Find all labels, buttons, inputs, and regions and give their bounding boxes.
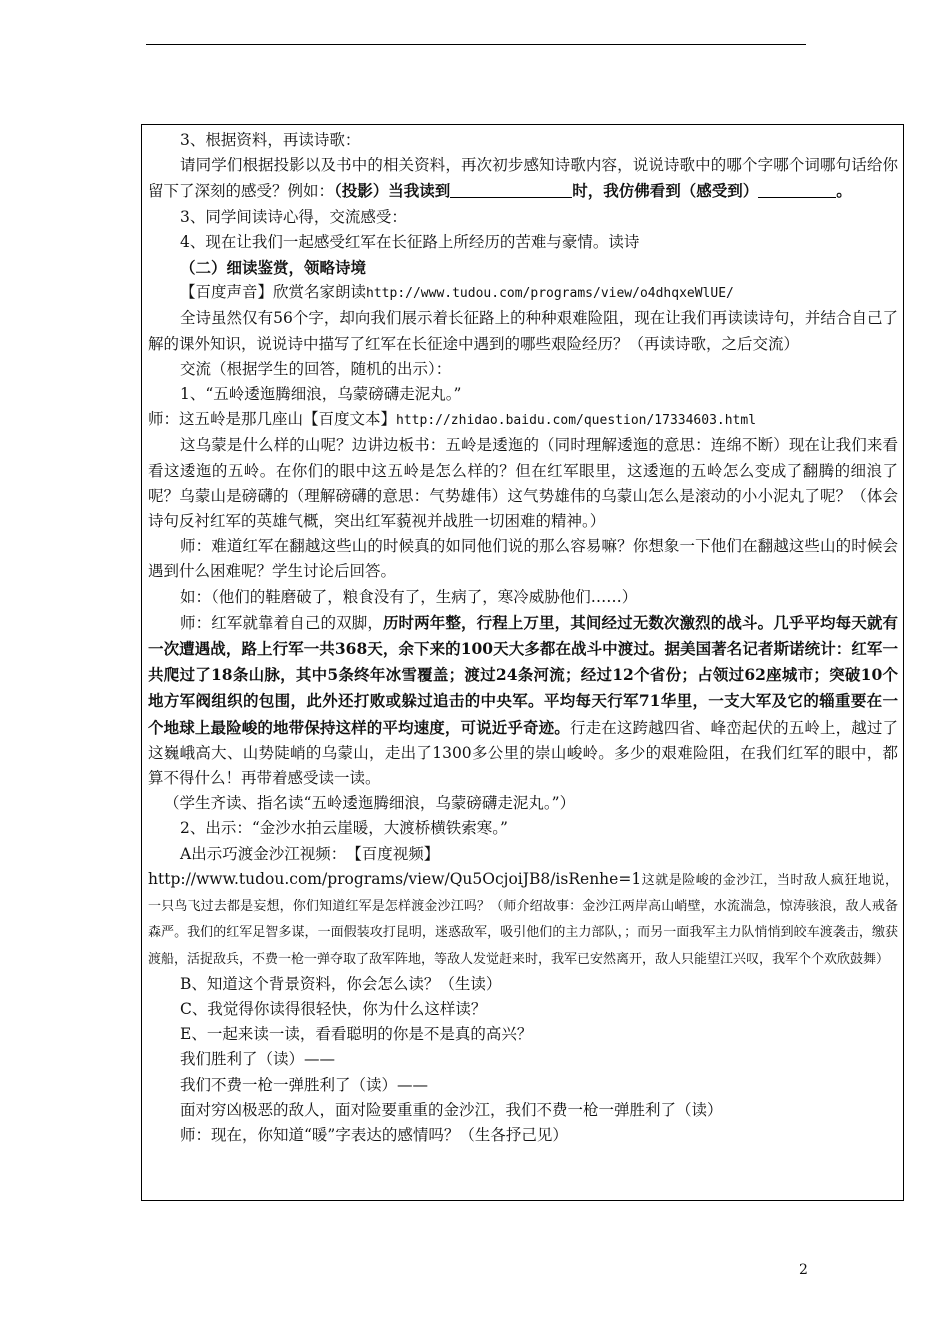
resource-link[interactable]: 这就是险峻的金沙江，当时敌人疯狂地说，一只鸟飞过去都是妄想，你们知道红军是怎样渡金沙江吗？（师介绍故事：金沙江两岸高山峭壁，水流湍急，惊涛骇浪，敌人戒备森严。我们的红军足智多谋，一面假装攻打昆明，迷惑敌军，吸引他们的主力部队，；而另一面我军主力队悄悄到皎车渡袭击，缴获渡船，活捉敌兵，不费一枪一弹夺取了敌军阵地，等敌人发觉赶来时，我军已安然离开，敌人只能望江兴叹，我军个个欢欣鼓舞）	[148, 872, 898, 967]
text-span: 师：红军就靠着自己的双脚，	[180, 613, 383, 632]
paragraph: C、我觉得你读得很轻快，你为什么这样读？	[180, 999, 487, 1018]
paragraph: 交流（根据学生的回答，随机的出示）：	[180, 359, 452, 378]
fill-blank-1	[450, 182, 572, 198]
text-span: http://www.tudou.com/programs/view/Qu5OcjoiJB8/isRenhe=1	[148, 869, 642, 888]
poem-line: 2、出示：“金沙水拍云崖暖，大渡桥横铁索寒。”	[180, 819, 508, 838]
fill-blank-2	[758, 182, 836, 198]
paragraph: 师：现在，你知道“暖”字表达的感情吗？（生各抒己见）	[180, 1125, 568, 1144]
text-span: 请同学们根据投影以及书中的相关资料，再次初步感知诗歌内容，说说诗歌中的哪个字哪个词哪句话给你留下了深刻的感受？例如：	[148, 156, 898, 201]
paragraph: A出示巧渡金沙江视频： 【百度视频】	[180, 844, 440, 863]
paragraph: B、知道这个背景资料，你会怎么读？（生读）	[180, 974, 502, 993]
lesson-content	[148, 128, 898, 1148]
bold-text: 。	[836, 181, 852, 201]
paragraph	[148, 280, 898, 306]
resource-link[interactable]: http://www.tudou.com/programs/view/o4dhqxeWlUE/	[366, 286, 734, 302]
paragraph: 我们不费一枪一弹胜利了（读）——	[180, 1075, 429, 1094]
section-heading: （二）细读鉴赏，领略诗境	[180, 258, 367, 278]
bold-text: 历时两年整，行程上万里，其间经过无数次激烈的战斗。几乎平均每天就有一次遭遇战，路上行军一共368天，余下来的100天大多都在战斗中渡过。据美国著名记者斯诺统计：红军一共爬过了18条山脉，其中5条终年冰雪覆盖；渡过24条河流；经过12个省份；占领过62座城市；突破10个地方军阀组织的包围，此外还打败或躲过追击的中央军。平均每天行军71华里，一支大军及它的辎重要在一个地球上最险峻的地带保持这样的平均速度，可说近乎奇迹。	[148, 612, 898, 737]
bold-text: （投影）当我读到	[334, 181, 451, 201]
paragraph: 面对穷凶极恶的敌人，面对险要重重的金沙江，我们不费一枪一弹胜利了（读）	[180, 1100, 723, 1119]
poem-line: 1、“五岭逶迤腾细浪，乌蒙磅礴走泥丸。”	[180, 385, 462, 404]
paragraph: 如：（他们的鞋磨破了，粮食没有了，生病了，寒冷威胁他们……）	[180, 587, 638, 606]
text-span: 行走在这跨越四省、峰峦起伏的五岭上，越过了这巍峨高大、山势陡峭的乌蒙山，走出了1300多公里的崇山峻岭。多少的艰难险阻，在我们红军的眼中，都算不得什么！再带着感受读一读。	[148, 718, 898, 788]
paragraph: 全诗虽然仅有56个字，却向我们展示着长征路上的种种艰难险阻，现在让我们再读读诗句，并结合自己了解的课外知识，说说诗中描写了红军在长征途中遇到的哪些艰险经历？（再读诗歌，之后交流）	[148, 309, 898, 353]
step-heading: 3、根据资料，再读诗歌：	[180, 131, 361, 149]
resource-link[interactable]: http://zhidao.baidu.com/question/17334603.html	[396, 413, 757, 429]
paragraph: 我们胜利了（读）——	[180, 1050, 336, 1069]
text-span: 师：这五岭是那几座山【百度文本】	[148, 410, 397, 429]
bold-text: 时，我仿佛看到（感受到）	[572, 181, 759, 201]
header-rule	[146, 44, 806, 45]
step-heading: 3、同学间读诗心得，交流感受：	[180, 207, 407, 226]
paragraph	[148, 407, 898, 433]
paragraph: 师：难道红军在翻越这些山的时候真的如同他们说的那么容易嘛？你想象一下他们在翻越这些山的时候会遇到什么困难呢？学生讨论后回答。	[148, 537, 898, 581]
page-number: 2	[799, 1262, 808, 1278]
paragraph: 这乌蒙是什么样的山呢？边讲边板书：五岭是逶迤的（同时理解逶迤的意思：连绵不断）现在让我们来看看这逶迤的五岭。在你们的眼中这五岭是怎么样的？但在红军眼里，这逶迤的五岭怎么变成了翻腾的细浪了呢？乌蒙山是磅礴的（理解磅礴的意思：气势雄伟）这气势雄伟的乌蒙山怎么是滚动的小小泥丸了呢？（体会诗句反衬红军的英雄气概，突出红军藐视并战胜一切困难的精神。）	[148, 436, 898, 531]
paragraph: E、一起来读一读，看看聪明的你是不是真的高兴？	[180, 1025, 533, 1044]
paragraph: （学生齐读、指名读“五岭逶迤腾细浪，乌蒙磅礴走泥丸。”）	[164, 794, 576, 813]
lesson-table-cell	[141, 124, 904, 1201]
text-span: 【百度声音】欣赏名家朗读	[180, 283, 367, 302]
paragraph	[148, 153, 898, 204]
paragraph	[148, 610, 898, 791]
paragraph	[148, 867, 898, 972]
step-heading: 4、现在让我们一起感受红军在长征路上所经历的苦难与豪情。读诗	[180, 232, 640, 251]
